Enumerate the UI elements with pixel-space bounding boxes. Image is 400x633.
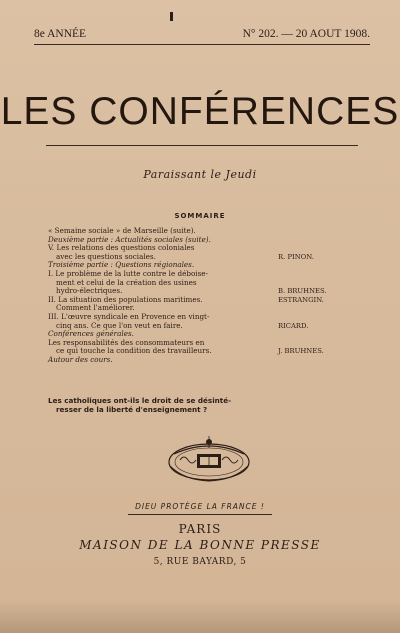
sommaire-entry-text: cinq ans. Ce que l'on veut en faire. (56, 320, 183, 330)
publication-frequency: Paraissant le Jeudi (143, 168, 257, 181)
sommaire-section-heading: Conférences générales. (48, 329, 134, 339)
sommaire-entry-text: II. La situation des populations maritimes. (48, 294, 203, 304)
sommaire-entry-text: avec les questions sociales. (56, 251, 156, 261)
sommaire-heading: SOMMAIRE (174, 212, 226, 220)
question-line: Les catholiques ont-ils le droit de se désinté- (48, 396, 232, 405)
publisher-name: MAISON DE LA BONNE PRESSE (79, 538, 321, 552)
sommaire-entry-text: Les responsabilités des consommateurs en (48, 337, 205, 347)
motto-rule (128, 514, 272, 515)
publisher-address: 5, RUE BAYARD, 5 (153, 557, 247, 567)
sommaire-entry-text: III. L'œuvre syndicale en Provence en vingt- (48, 311, 210, 321)
sommaire-entry-text: I. Le problème de la lutte contre le déboise- (48, 268, 208, 278)
issue-number-date: N° 202. — 20 AOUT 1908. (242, 28, 370, 40)
table-of-contents (48, 227, 360, 365)
sommaire-entry-text: V. Les relations des questions coloniales (48, 243, 195, 253)
publisher-emblem-icon (164, 432, 254, 487)
sommaire-author: R. PINON. (278, 252, 314, 261)
header-rule (34, 44, 370, 45)
print-mark (170, 12, 173, 21)
sommaire-author: ESTRANGIN. (278, 295, 324, 304)
sommaire-section-heading: Troisième partie : Questions régionales. (48, 260, 195, 270)
motto: DIEU PROTÈGE LA FRANCE ! (135, 502, 265, 511)
sommaire-entry-text: ment et celui de la création des usines (56, 277, 197, 287)
sommaire-entry-text: hydro-électriques. (56, 286, 123, 296)
sommaire-entry-text: « Semaine sociale » de Marseille (suite). (48, 226, 196, 235)
sommaire-author: B. BRUHNES. (278, 287, 327, 296)
featured-question (48, 397, 308, 415)
sommaire-entry (48, 356, 360, 365)
sommaire-entry-text: Comment l'améliorer. (56, 303, 135, 313)
edition-year: 8e ANNÉE (34, 28, 87, 40)
sommaire-section-heading: Deuxième partie : Actualités sociales (suite). (48, 234, 211, 244)
sommaire-entry-text: ce qui touche la condition des travailleurs. (56, 346, 212, 356)
edition-line (34, 28, 370, 42)
sommaire-author: RICARD. (278, 321, 309, 330)
publication-city: PARIS (178, 522, 222, 536)
page-edge-shadow (0, 600, 400, 633)
question-line: resser de la liberté d'enseignement ? (56, 404, 208, 414)
sommaire-author: J. BRUHNES. (278, 347, 324, 356)
magazine-title: LES CONFÉRENCES (0, 90, 400, 133)
sommaire-section-heading: Autour des cours. (48, 354, 113, 364)
title-rule (46, 145, 358, 146)
